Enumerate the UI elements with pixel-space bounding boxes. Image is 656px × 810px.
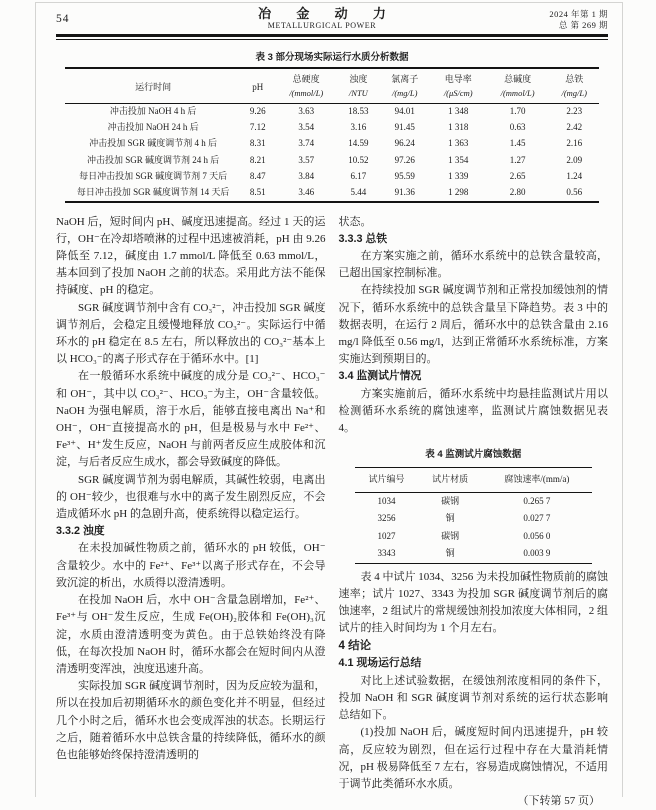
header-rule-thick [56, 34, 608, 37]
col-header: 总硬度 [292, 73, 320, 84]
table3-header [65, 68, 599, 104]
cell: 9.26 [249, 106, 266, 117]
paragraph: 方案实施前后，循环水系统中均悬挂监测试片用以检测循环水系统的腐蚀速率，监测试片腐蚀数据见表 4。 [338, 387, 608, 435]
cell: 95.59 [394, 170, 415, 181]
cell: 6.17 [350, 170, 367, 181]
table4-header [355, 468, 592, 492]
cell: 7.12 [249, 122, 266, 133]
cell: 1.70 [509, 106, 526, 117]
table3-water-quality [65, 67, 599, 203]
cell: 2.23 [566, 106, 583, 117]
cell: 1.24 [566, 170, 583, 181]
cell: 碳钢 [441, 495, 460, 506]
cell: 1034 [377, 495, 396, 506]
paragraph: 在未投加碱性物质之前，循环水的 pH 较低，OH⁻含量较少。水中的 Fe²⁺、Fe³⁺以离子形式存在，不会导致沉淀的析出，水质得以澄清透明。 [56, 542, 326, 589]
cell: 1.45 [509, 138, 526, 149]
cell: 碳钢 [441, 530, 460, 541]
cell: 1027 [377, 530, 396, 541]
cell: 冲击投加 SGR 碱度调节剂 4 h 后 [89, 138, 217, 149]
paragraph: 状态。 [338, 215, 372, 228]
cell: 0.63 [509, 122, 526, 133]
table4-block [339, 446, 609, 563]
col-header: 电导率 [444, 73, 472, 84]
continued-on-page-note: （下转第 57 页） [517, 795, 600, 808]
table-row [65, 136, 599, 152]
cell: 1 339 [448, 170, 469, 181]
cell: 0.056 0 [523, 530, 551, 541]
table4-corrosion [355, 467, 592, 563]
cell: 2.42 [566, 122, 583, 133]
cumulative-issue-number: 总 第 269 期 [558, 20, 608, 30]
cell: 冲击投加 NaOH 24 h 后 [107, 122, 199, 133]
table-row [65, 103, 599, 120]
cell: 18.53 [348, 106, 369, 117]
cell: 冲击投加 SGR 碱度调节剂 24 h 后 [86, 154, 220, 165]
cell: 3.84 [298, 170, 315, 181]
cell: 1 298 [448, 187, 469, 198]
cell: 3256 [377, 513, 396, 524]
cell: 0.265 7 [523, 495, 551, 506]
paragraph: 在一般循环水系统中碱度的成分是 CO₃²⁻、HCO₃⁻和 OH⁻，其中以 CO₃²⁻、HCO₃⁻为主，OH⁻含量较低。NaOH 为强电解质，溶于水后，能够直接电离出 Na⁺和 OH⁻，OH⁻直接提高水的 pH，但是极易与水中 Fe²⁺、Fe³⁺、H⁺发生反应，NaOH 与前两者反应生成胶体和沉淀，与后者反应生成水，都会导致碱度的降低。 [56, 370, 326, 469]
cell: 0.56 [566, 187, 583, 198]
header-rule-thin [56, 39, 608, 40]
cell: 8.51 [249, 187, 266, 198]
article-body [56, 214, 608, 810]
cell: 2.09 [566, 154, 583, 165]
section-heading-3-3-2: 3.3.2 浊度 [56, 525, 105, 538]
table-row [65, 184, 599, 201]
section-heading-3-4: 3.4 监测试片情况 [338, 370, 422, 383]
cell: 10.52 [348, 154, 369, 165]
col-header: pH [252, 82, 264, 92]
col-unit: /NTU [348, 87, 368, 98]
page-number: 54 [56, 13, 70, 25]
paragraph: NaOH 后，短时间内 pH、碱度迅速提高。经过 1 天的运行，OH⁻在冷却塔喷淋的过程中迅速被消耗，pH 由 9.26 降低至 7.12，碱度由 1.7 mmol/L 降低至 0.63 mmol/L，基本回到了投加 NaOH 之前的状态。采用此方法不能保持碱度、pH 的稳定。 [56, 215, 326, 297]
col-unit: /(mmol/L) [289, 87, 324, 98]
paragraph: 在投加 NaOH 后，水中 OH⁻含量急剧增加，Fe²⁺、Fe³⁺与 OH⁻发生反应，生成 Fe(OH)₂胶体和 Fe(OH)₃沉淀，水质由澄清透明变为黄色。由于总铁始终没有降低，在每次投加 NaOH 时，循环水都会在短时间内从澄清透明变浑浊，浊度迅速升高。 [56, 594, 326, 675]
cell: 8.47 [249, 170, 266, 181]
paragraph: 在持续投加 SGR 碱度调节剂和正常投加缓蚀剂的情况下，循环水系统中的总铁含量呈下降趋势。表 3 中的数据表明，在运行 2 周后，循环水中的总铁含量由 2.16 mg/l 降低至 0.56 mg/l，达到正常循环水系统标准，方案实施达到预期目的。 [338, 284, 608, 366]
col-header: 运行时间 [135, 82, 172, 92]
cell: 1 363 [448, 138, 469, 149]
cell: 3.74 [298, 138, 315, 149]
journal-title-chinese: 冶 金 动 力 [258, 6, 397, 21]
cell: 2.16 [566, 138, 583, 149]
paragraph: 在方案实施之前，循环水系统中的总铁含量较高，已超出国家控制标准。 [338, 250, 608, 280]
table-row [355, 545, 592, 563]
table-row [65, 168, 599, 184]
section-heading-4: 4 结论 [338, 640, 372, 653]
cell: 冲击投加 NaOH 4 h 后 [109, 106, 197, 117]
table4-title: 表 4 监测试片腐蚀数据 [425, 449, 522, 461]
cell: 2.65 [509, 170, 526, 181]
cell: 铜 [445, 548, 455, 559]
table-row [355, 510, 592, 528]
page-header [56, 6, 608, 31]
table3-title: 表 3 部分现场实际运行水质分析数据 [255, 51, 409, 63]
cell: 3343 [377, 548, 396, 559]
journal-title-english: METALLURGICAL POWER [267, 21, 377, 30]
cell: 铜 [445, 513, 455, 524]
cell: 每日冲击投加 SGR 碱度调节剂 7 天后 [79, 170, 228, 181]
col-header: 总碱度 [504, 73, 532, 84]
cell: 91.45 [394, 122, 415, 133]
cell: 0.027 7 [523, 513, 551, 524]
cell: 94.01 [394, 106, 415, 117]
right-column [339, 214, 609, 810]
col-unit: /(mg/L) [561, 87, 587, 98]
table-row [355, 492, 592, 510]
paragraph: (1)投加 NaOH 后，碱度短时间内迅速提升，pH 较高，反应较为剧烈，但在运行过程中存在大量消耗情况，pH 极易降低至 7 左右，容易造成腐蚀情况，不适用于调节此类循环水水质。 [338, 726, 608, 790]
journal-page [56, 6, 608, 810]
cell: 96.24 [394, 138, 415, 149]
table-row [355, 528, 592, 546]
table-row [65, 68, 599, 86]
cell: 8.31 [249, 138, 266, 149]
col-header: 腐蚀速率/(mm/a) [504, 474, 570, 485]
cell: 1.27 [509, 154, 526, 165]
cell: 1 348 [448, 106, 469, 117]
table-row [355, 468, 592, 492]
cell: 1 318 [448, 122, 469, 133]
cell: 14.59 [348, 138, 369, 149]
col-header: 总铁 [565, 73, 584, 84]
col-unit: /(μS/cm) [443, 87, 473, 98]
cell: 2.80 [509, 187, 526, 198]
section-heading-4-1: 4.1 现场运行总结 [338, 657, 422, 670]
col-unit: /(mmol/L) [500, 87, 535, 98]
paragraph: SGR 碱度调节剂中含有 CO₃²⁻，冲击投加 SGR 碱度调节剂后，会稳定且缓慢地释放 CO₃²⁻。实际运行中循环水的 pH 稳定在 8.5 左右，所以释放出的 CO₃²⁻基本上以 HCO₃⁻的离子形式存在于循环水中。[1] [56, 301, 326, 366]
issue-info [518, 6, 608, 31]
table-row [65, 120, 599, 136]
cell: 3.57 [298, 154, 315, 165]
table-row [65, 152, 599, 168]
paragraph: SGR 碱度调节剂为弱电解质，其碱性较弱，电离出的 OH⁻较少，也很难与水中的离子发生剧烈反应，不会造成循环水 pH 的急剧升高，使系统得以稳定运行。 [56, 473, 326, 521]
cell: 1 354 [448, 154, 469, 165]
cell: 91.36 [394, 187, 415, 198]
col-header: 试片编号 [368, 474, 405, 485]
paragraph: 对比上述试验数据，在缓蚀剂浓度相同的条件下，投加 NaOH 和 SGR 碱度调节剂对系统的运行状态影响总结如下。 [338, 674, 608, 722]
cell: 每日冲击投加 SGR 碱度调节剂 14 天后 [76, 187, 230, 198]
cell: 3.16 [350, 122, 367, 133]
section-heading-3-3-3: 3.3.3 总铁 [338, 232, 388, 245]
cell: 3.54 [298, 122, 315, 133]
paragraph: 实际投加 SGR 碱度调节剂时，因为反应较为温和，所以在投加后初期循环水的颜色变化并不明显，但经过几个小时之后，循环水也会变成浑浊的状态。长期运行之后，随着循环水中总铁含量的持续降低，循环水的颜色也能够始终保持澄清透明的 [56, 680, 326, 761]
cell: 8.21 [249, 154, 266, 165]
col-unit: /(mg/L) [391, 87, 418, 98]
left-column [56, 214, 326, 810]
cell: 3.63 [298, 106, 315, 117]
cell: 5.44 [350, 187, 367, 198]
col-header: 氯离子 [391, 73, 419, 84]
col-header: 浊度 [349, 73, 368, 84]
issue-number: 2024 年第 1 期 [549, 9, 608, 19]
col-header: 试片材质 [432, 474, 469, 485]
paragraph: 表 4 中试片 1034、3256 为未投加碱性物质前的腐蚀速率；试片 1027、3343 为投加 SGR 碱度调节剂后的腐蚀速率，2 组试片的常规缓蚀剂投加浓度大体相同，2 组试片的挂入时间均为 1 个月左右。 [338, 570, 608, 635]
cell: 0.003 9 [523, 548, 551, 559]
cell: 97.26 [394, 154, 415, 165]
journal-title [126, 6, 518, 31]
cell: 3.46 [298, 187, 315, 198]
